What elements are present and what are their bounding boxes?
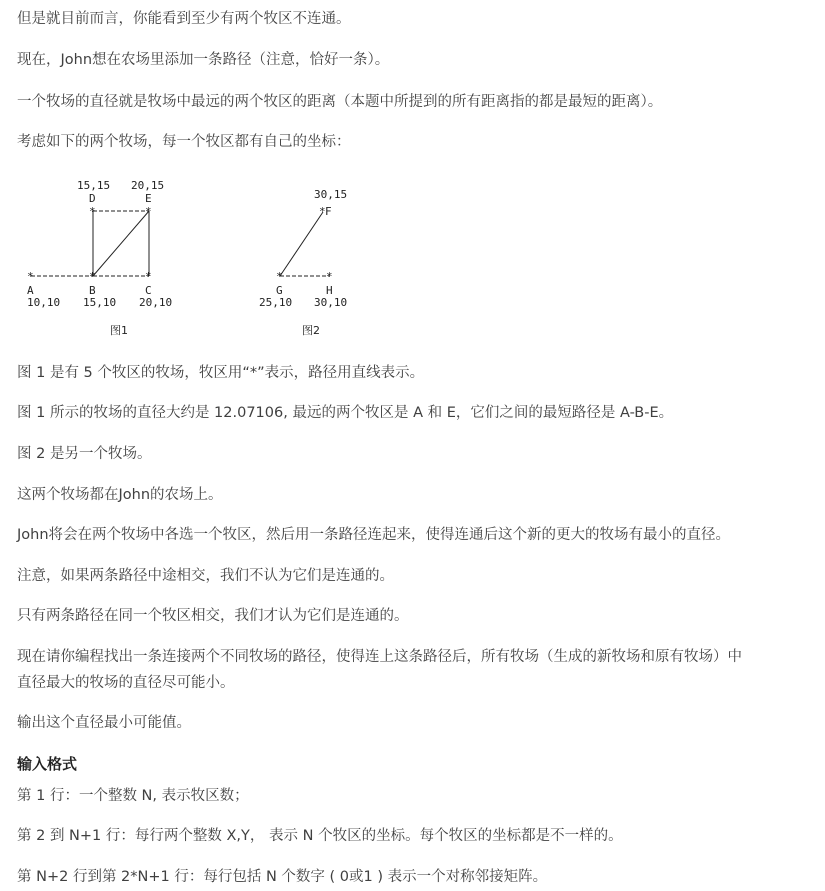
label-d: D xyxy=(89,192,96,205)
input-line-3: 第 N+2 行到第 2*N+1 行：每行包括 N 个数字 ( 0或1 ) 表示一个对称邻接矩阵。 xyxy=(17,869,548,885)
label-f: F xyxy=(325,205,332,218)
node-d-marker: * xyxy=(89,205,96,218)
coord-g: 25,10 xyxy=(259,296,293,309)
paragraph-diameter-definition: 一个牧场的直径就是牧场中最远的两个牧区的距离（本题中所提到的所有距离指的都是最短的距离）。 xyxy=(17,94,663,110)
paragraph-cross-not-connected: 注意，如果两条路径中途相交，我们不认为它们是连通的。 xyxy=(17,568,394,584)
node-g-marker: * xyxy=(276,270,283,283)
edge-g-f xyxy=(280,212,323,276)
paragraph-disconnected: 但是就目前而言，你能看到至少有两个牧区不连通。 xyxy=(17,11,351,27)
coord-f: 30,15 xyxy=(314,188,348,201)
node-e-marker: * xyxy=(145,205,152,218)
node-b-marker: * xyxy=(89,270,96,283)
paragraph-figure2-description: 图 2 是另一个牧场。 xyxy=(17,446,152,462)
input-line-1: 第 1 行：一个整数 N, 表示牧区数； xyxy=(17,788,249,804)
label-e: E xyxy=(145,192,152,205)
label-c: C xyxy=(145,284,152,297)
paragraph-task-line1: 现在请你编程找出一条连接两个不同牧场的路径，使得连上这条路径后，所有牧场（生成的新牧场和原有牧场）中 xyxy=(17,649,742,665)
node-f-marker: * xyxy=(319,205,326,218)
label-b: B xyxy=(89,284,96,297)
node-c-marker: * xyxy=(145,270,152,283)
input-line-2: 第 2 到 N+1 行：每行两个整数 X,Y， 表示 N 个牧区的坐标。每个牧区的坐标都是不一样的。 xyxy=(17,828,623,844)
paragraph-figure1-description: 图 1 是有 5 个牧区的牧场，牧区用“*”表示，路径用直线表示。 xyxy=(17,365,425,381)
paragraph-john-connect: John将会在两个牧场中各选一个牧区，然后用一条路径连起来，使得连通后这个新的更大的牧场有最小的直径。 xyxy=(17,527,731,543)
edge-b-e xyxy=(93,211,149,276)
paragraph-consider-figures: 考虑如下的两个牧场，每一个牧区都有自己的坐标： xyxy=(17,134,351,150)
label-g: G xyxy=(276,284,283,297)
label-a: A xyxy=(27,284,34,297)
figure1-edges xyxy=(31,211,149,276)
coord-d: 15,15 xyxy=(77,179,111,192)
figure2-edges xyxy=(280,212,330,276)
coord-a: 10,10 xyxy=(27,296,61,309)
coord-e: 20,15 xyxy=(131,179,165,192)
node-a-marker: * xyxy=(27,270,34,283)
paragraph-add-path: 现在，John想在农场里添加一条路径（注意，恰好一条）。 xyxy=(17,52,390,68)
coord-b: 15,10 xyxy=(83,296,117,309)
caption-figure1: 图1 xyxy=(110,324,128,337)
label-h: H xyxy=(326,284,333,297)
caption-figure2: 图2 xyxy=(302,324,320,337)
node-h-marker: * xyxy=(326,270,333,283)
paragraph-task-line2: 直径最大的牧场的直径尽可能小。 xyxy=(17,675,235,691)
pasture-markers xyxy=(27,205,333,283)
coord-h: 30,10 xyxy=(314,296,348,309)
paragraph-figure1-diameter: 图 1 所示的牧场的直径大约是 12.07106, 最远的两个牧区是 A 和 E，它们之间的最短路径是 A-B-E。 xyxy=(17,405,674,421)
coord-c: 20,10 xyxy=(139,296,173,309)
paragraph-output-min: 输出这个直径最小可能值。 xyxy=(17,715,191,731)
paragraph-same-pasture-connected: 只有两条路径在同一个牧区相交，我们才认为它们是连通的。 xyxy=(17,608,409,624)
section-heading-input-format: 输入格式 xyxy=(17,755,78,773)
paragraph-both-on-farm: 这两个牧场都在John的农场上。 xyxy=(17,487,223,503)
